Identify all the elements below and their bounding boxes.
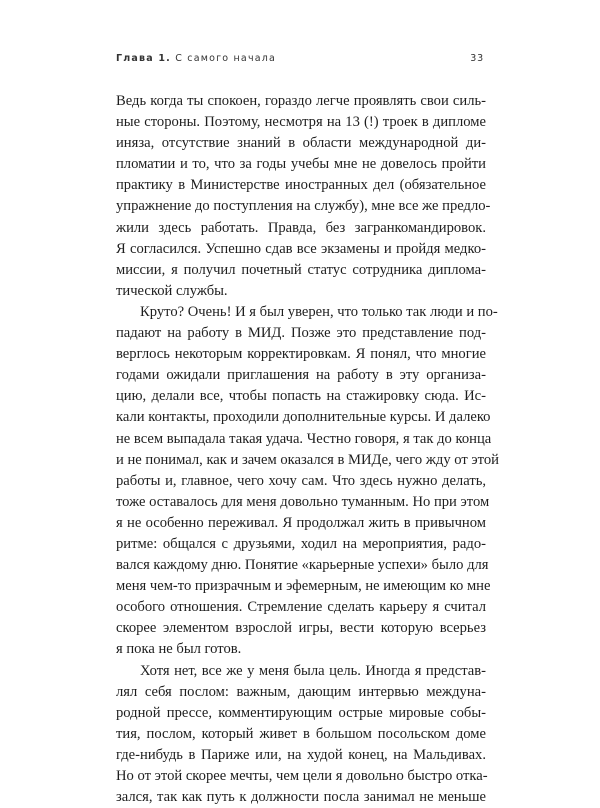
text-line: кали контакты, проходили дополнительные курсы. И далеко	[116, 409, 491, 426]
paragraph	[116, 302, 499, 661]
body-text	[116, 91, 499, 808]
text-line: я пока не был готов.	[116, 641, 242, 658]
text-line: Я согласился. Успешно сдав все экзамены и пройдя медко-	[116, 240, 486, 257]
text-line: тоже оставалось для меня довольно туманным. Но при этом	[116, 493, 490, 510]
text-line: годами ожидали приглашения на работу в эту организа-	[116, 367, 486, 384]
paragraph	[116, 661, 486, 808]
text-line: Но от этой скорее мечты, чем цели я довольно быстро отка-	[116, 768, 488, 784]
text-line: скорее элементом взрослой игры, вести которую всерьез	[116, 620, 486, 637]
text-line: ные стороны. Поэтому, несмотря на 13 (!) троек в дипломе	[116, 114, 486, 131]
running-header	[116, 53, 484, 69]
text-line: ритме: общался с друзьями, ходил на мероприятия, радо-	[116, 535, 486, 552]
text-line: тия, послом, который живет в большом посольском доме	[116, 725, 486, 742]
text-line: родной прессе, комментирующим острые мировые собы-	[116, 704, 486, 721]
text-line: пломатии и то, что за годы учебы мне не довелось пройти	[116, 156, 486, 173]
text-line: не всем выпадала такая удача. Честно говоря, я так до конца	[116, 430, 492, 447]
text-line: особого отношения. Стремление сделать карьеру я считал	[116, 599, 486, 616]
text-line: тической службы.	[116, 282, 228, 299]
text-line: практику в Министерстве иностранных дел (обязательное	[116, 177, 486, 194]
text-line: упражнение до поступления на службу), мне все же предло-	[116, 198, 491, 215]
paragraph	[116, 91, 491, 302]
page-number: 33	[470, 53, 484, 64]
text-line: жили здесь работать. Правда, без загранкомандировок.	[116, 219, 486, 236]
chapter-title: С самого начала	[175, 53, 277, 64]
text-line: цию, делали все, чтобы попасть на стажировку сюда. Ис-	[116, 388, 486, 405]
text-line: зался, так как путь к должности посла занимал не меньше	[116, 789, 486, 806]
chapter-heading	[116, 53, 276, 64]
text-line: миссии, я получил почетный статус сотрудника диплома-	[116, 261, 486, 278]
text-line: иняза, отсутствие знаний в области международной ди-	[116, 135, 486, 152]
text-line: вался каждому дню. Понятие «карьерные успехи» было для	[116, 557, 489, 574]
text-line: падают на работу в МИД. Позже это представление под-	[116, 325, 486, 342]
text-line: где-нибудь в Париже или, на худой конец, на Мальдивах.	[116, 746, 486, 763]
text-line: лял себя послом: важным, дающим интервью междуна-	[116, 683, 486, 700]
text-line: я не особенно переживал. Я продолжал жить в привычном	[116, 514, 486, 531]
text-line: и не понимал, как и зачем оказался в МИДе, чего жду от этой	[116, 451, 499, 468]
text-line: верглось некоторым корректировкам. Я понял, что многие	[116, 346, 486, 363]
text-line: Хотя нет, все же у меня была цель. Иногда я представ-	[140, 662, 486, 679]
text-line: меня чем-то призрачным и эфемерным, не имеющим ко мне	[116, 578, 491, 595]
text-line: работы и, главное, чего хочу сам. Что здесь нужно делать,	[116, 472, 486, 489]
text-line: Ведь когда ты спокоен, гораздо легче проявлять свои силь-	[116, 93, 486, 109]
chapter-label: Глава 1.	[116, 53, 171, 64]
text-line: Круто? Очень! И я был уверен, что только так люди и по-	[140, 303, 498, 320]
